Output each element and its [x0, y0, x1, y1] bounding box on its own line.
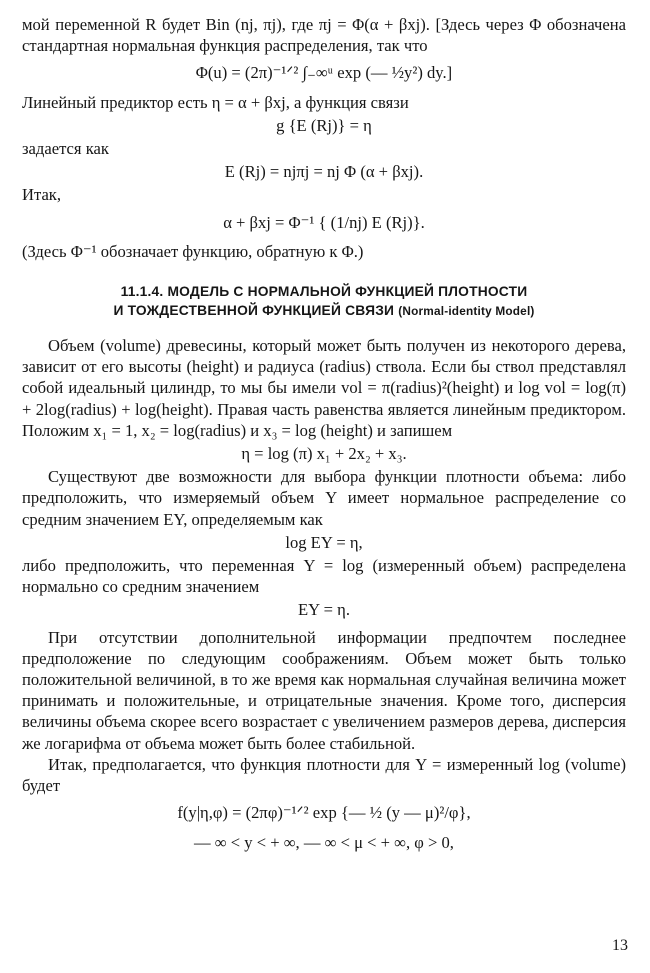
formula-log-ey: log EY = η, [285, 532, 363, 552]
paragraph-defined-as: задается как [22, 139, 109, 159]
formula-expectation: E (Rj) = njπj = nj Φ (α + βxj). [224, 162, 424, 182]
paragraph-continued: мой переменной R будет Bin (nj, πj), где πj = Φ(α + βxj). [Здесь через Φ обозначена стандартная нормальная функция распределения, так что [22, 15, 626, 56]
paragraph-two-options: Существуют две возможности для выбора функции плотности объема: либо предположить, что измеряемый объем Y имеет нормальное распределение со средним значением EY, определяемым как [22, 467, 626, 529]
formula-density: f(y|η,φ) = (2πφ)⁻¹ᐟ² exp {— ½ (y — μ)²/φ}, [177, 803, 471, 823]
section-heading-line2 [22, 301, 626, 321]
paragraph-thus: Итак, [22, 185, 62, 205]
paragraph-density-assumption: Итак, предполагается, что функция плотности для Y = измеренный log (volume) будет [22, 754, 626, 796]
paragraph-volume: Объем (volume) древесины, который может быть получен из некоторого дерева, зависит от его высоты (height) и радиуса (radius) ствола. Если бы ствол представлял собой идеальный цилиндр, то мы бы имели vol = π(radius)²(height) и log vol = log(π) + 2log(radius) + log(height). Правая часть равенства является линейным предиктором. Положим x₁ = 1, x₂ = log(radius) и x₃ = log (height) и запишем [22, 336, 626, 440]
section-heading-english: (Normal-identity Model) [398, 304, 535, 319]
formula-normal-cdf: Φ(u) = (2π)⁻¹ᐟ² ∫₋∞ᵘ exp (— ½y²) dy.] [195, 63, 453, 83]
formula-link-function: g {E (Rj)} = η [276, 115, 372, 135]
formula-ranges: — ∞ < y < + ∞, — ∞ < μ < + ∞, φ > 0, [194, 832, 454, 852]
paragraph-inverse-note: (Здесь Φ⁻¹ обозначает функцию, обратную к Φ.) [22, 241, 364, 261]
paragraph-reasoning: При отсутствии дополнительной информации предпочтем последнее предположение по следующим соображениям. Объем может быть только положительной величиной, в то же время как нормальная случайная величина может принимать и положительные, и отрицательные значения. Кроме того, дисперсия величины объема скорее всего возрастает с увеличением размеров дерева, дисперсия же логарифма от объема может быть более стабильной. [22, 627, 626, 753]
section-heading-main: И ТОЖДЕСТВЕННОЙ ФУНКЦИЕЙ СВЯЗИ [113, 303, 395, 319]
page-number: 13 [612, 937, 628, 954]
formula-inverse: α + βxj = Φ⁻¹ { (1/nj) E (Rj)}. [223, 212, 425, 232]
formula-ey: EY = η. [298, 600, 350, 620]
paragraph-or-assume: либо предположить, что переменная Y = log (измеренный объем) распределена нормально со средним значением [22, 556, 626, 597]
section-heading-line1: 11.1.4. МОДЕЛЬ С НОРМАЛЬНОЙ ФУНКЦИЕЙ ПЛОТНОСТИ [120, 284, 528, 300]
paragraph-linear-predictor: Линейный предиктор есть η = α + βxj, а функция связи [22, 92, 409, 112]
formula-eta: η = log (π) x₁ + 2x₂ + x₃. [241, 444, 407, 464]
section-heading [22, 282, 626, 321]
